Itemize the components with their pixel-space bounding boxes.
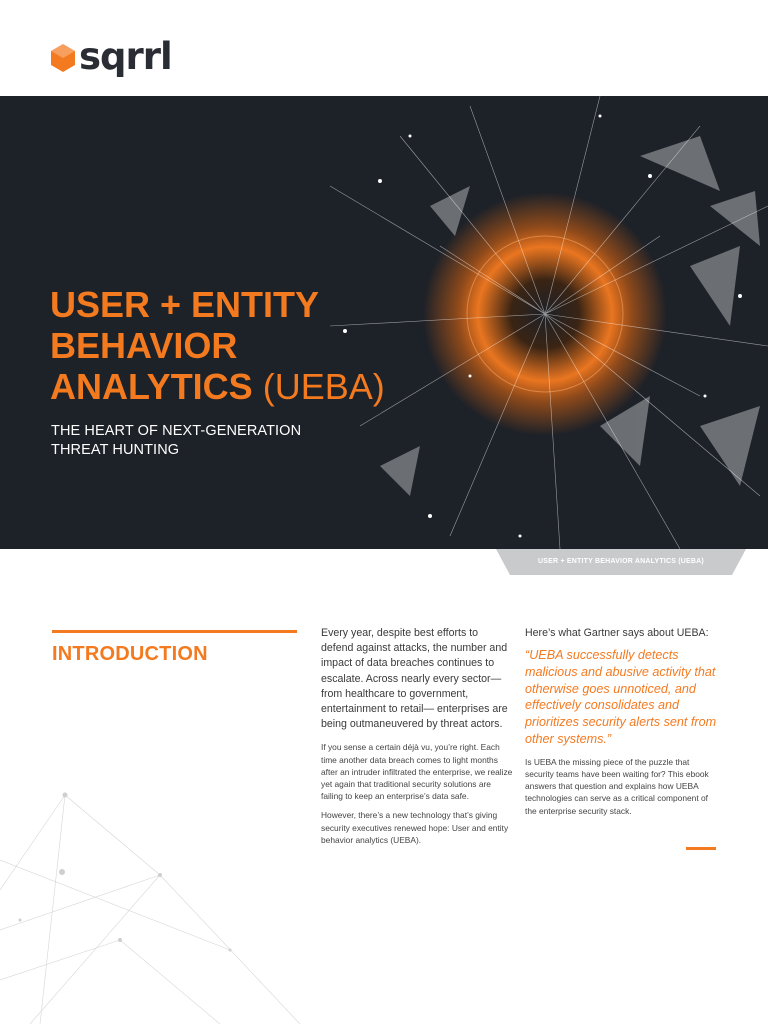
intro-paragraph-ueba: However, there’s a new technology that’s giving security executives renewed hope: User and entity behavior analytics (UEBA). [321,810,509,845]
gartner-intro: Here’s what Gartner says about UEBA: [525,627,709,639]
hero-title-line3: ANALYTICS [50,366,253,407]
hero-subtitle-line2: THREAT HUNTING [51,442,180,458]
intro-column [321,626,513,853]
hero-subtitle [51,422,331,460]
gartner-column [525,626,720,817]
intro-divider [52,630,297,633]
hexagon-logo-icon [50,43,76,73]
hero-title-line1: USER + ENTITY [50,284,320,325]
column-end-divider [686,847,716,850]
hero-title [50,284,385,407]
hero-title-acronym: (UEBA) [252,366,385,407]
hero-banner [0,96,768,549]
hero-title-line2: BEHAVIOR [50,325,238,366]
brand-name: sqrrl [79,34,172,78]
hero-subtitle-line1: THE HEART OF NEXT-GENERATION [51,423,302,439]
intro-paragraph-deja-vu: If you sense a certain déjà vu, you’re right. Each time another data breach comes to light months after an intruder infiltrated the enterprise, we realize yet again that traditional security solutions are failing to keep an enterprise’s data safe. [321,742,513,802]
section-tab-label: USER + ENTITY BEHAVIOR ANALYTICS (UEBA) [538,558,704,565]
intro-lead-paragraph: Every year, despite best efforts to defend against attacks, the number and impact of data breaches continues to escalate. Across nearly every sector— from healthcare to government, entertainment to retail— enterprises are being outmaneuvered by threat actors. [321,627,508,731]
gartner-paragraph: Is UEBA the missing piece of the puzzle that security teams have been waiting for? This ebook answers that question and explains how UEBA technologies can serve as a critical component of the enterprise security stack. [525,756,709,816]
intro-heading: INTRODUCTION [52,643,208,665]
gartner-quote: “UEBA successfully detects malicious and abusive activity that otherwise goes unnoticed, and effectively consolidates and prioritizes security alerts sent from other systems.” [525,648,717,746]
network-lines-decoration [0,770,320,1024]
brand-logo [50,34,172,78]
section-tab [496,549,746,575]
